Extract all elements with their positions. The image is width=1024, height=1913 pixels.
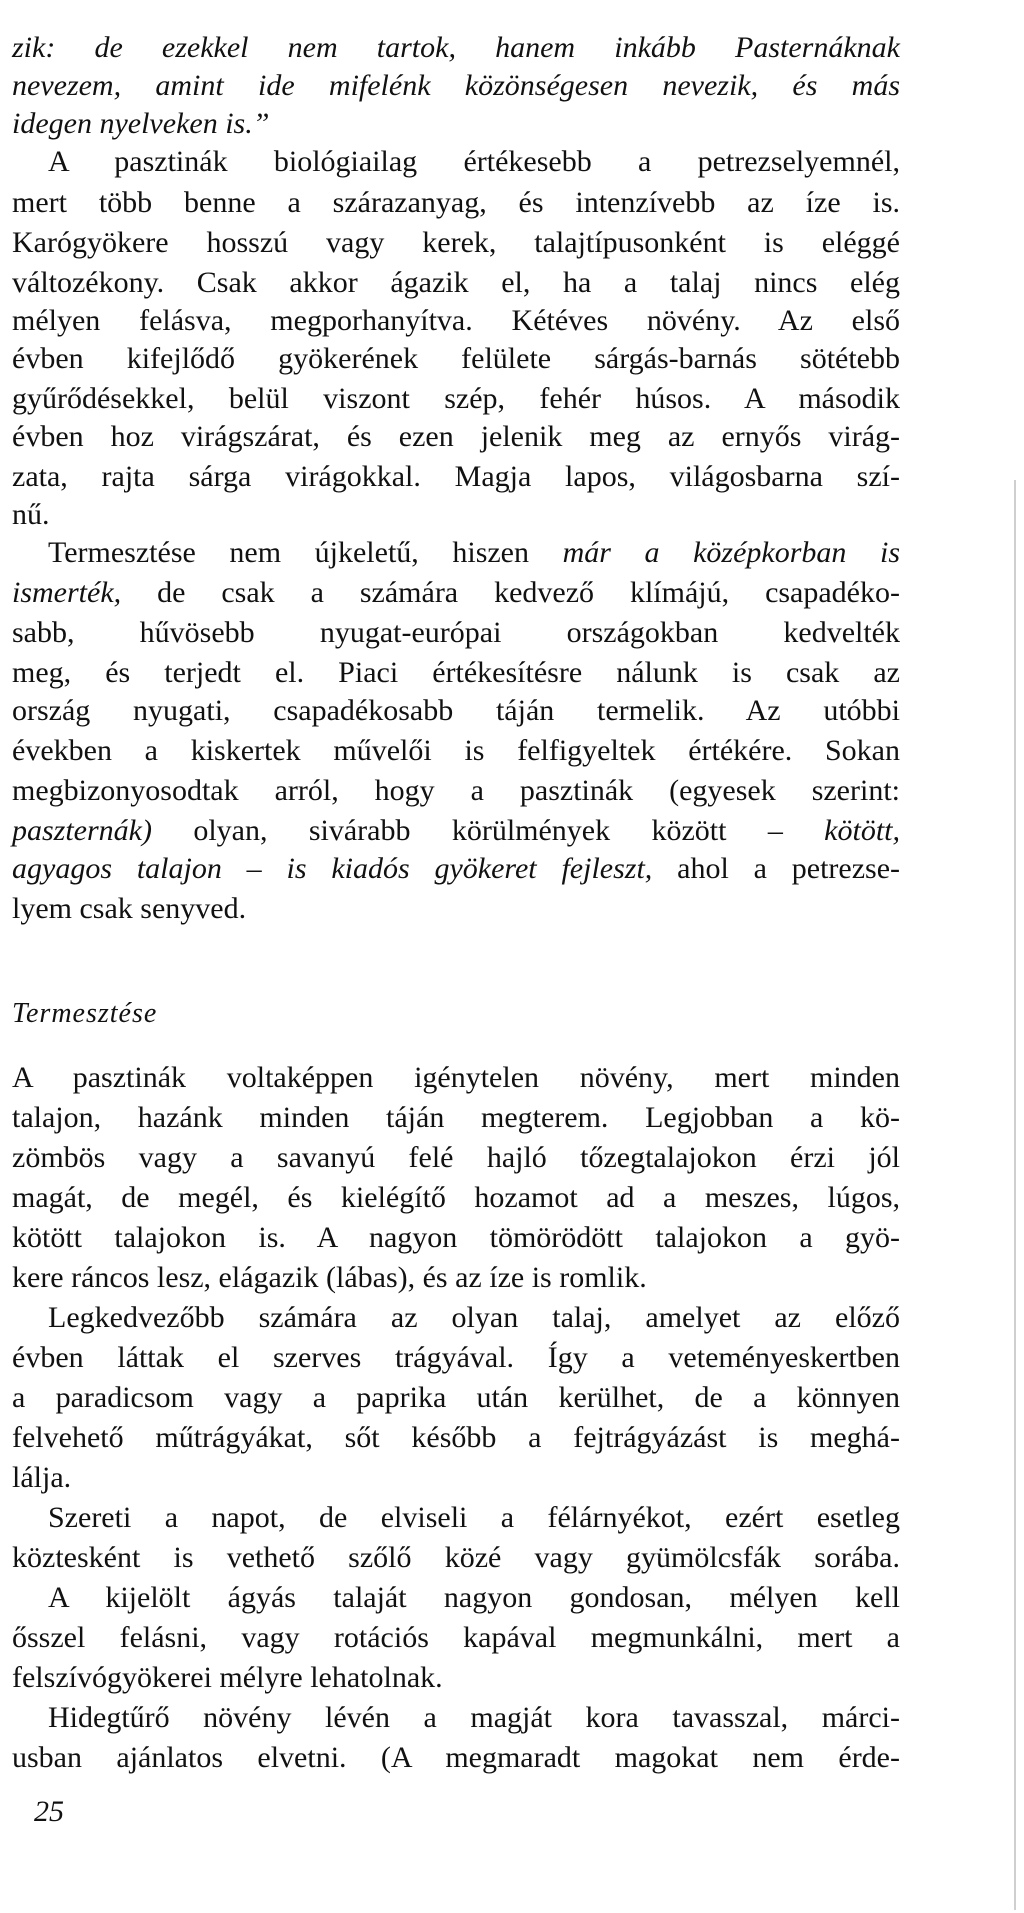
- text-line: [12, 773, 900, 809]
- text-segment: de csak a számára kedvező klímájú, csapadéko-: [121, 576, 900, 609]
- text-segment: évben kifejlődő gyökerének felülete sárgás-barnás sötétebb: [12, 342, 900, 375]
- text-line: [12, 1220, 900, 1256]
- text-segment: évben láttak el szerves trágyával. Így a veteményeskertben: [12, 1341, 900, 1374]
- text-line: [12, 459, 900, 495]
- section-heading: Termesztése: [12, 998, 158, 1029]
- text-line: [12, 381, 900, 417]
- text-line: [12, 1500, 900, 1536]
- text-segment: nű.: [12, 498, 50, 531]
- text-line: [12, 1340, 900, 1376]
- text-segment: Szereti a napot, de elviseli a félárnyékot, ezért esetleg: [48, 1501, 900, 1534]
- text-line: [12, 1660, 900, 1696]
- text-segment: felszívógyökerei mélyre lehatolnak.: [12, 1661, 443, 1694]
- italic-text-segment: már a középkorban is: [562, 536, 900, 569]
- text-line: [12, 1260, 900, 1296]
- text-segment: megbizonyosodtak arról, hogy a pasztinák (egyesek szerint:: [12, 774, 900, 807]
- text-line: [12, 1060, 900, 1096]
- text-segment: meg, és terjedt el. Piaci értékesítésre nálunk is csak az: [12, 656, 900, 689]
- text-line: [12, 693, 900, 729]
- text-segment: ahol a petrezse-: [652, 852, 901, 885]
- text-line: [12, 1300, 900, 1336]
- text-segment: kere ráncos lesz, elágazik (lábas), és az íze is romlik.: [12, 1261, 647, 1294]
- text-line: [12, 891, 900, 927]
- italic-text-segment: idegen nyelveken is.”: [12, 107, 270, 140]
- text-segment: Termesztése nem újkeletű, hiszen: [48, 536, 563, 569]
- italic-text-segment: paszternák): [12, 814, 152, 847]
- text-segment: Hidegtűrő növény lévén a magját kora tavasszal, márci-: [48, 1701, 900, 1734]
- text-line: [12, 303, 900, 339]
- italic-text-segment: agyagos talajon – is kiadós gyökeret fejleszt,: [12, 852, 653, 885]
- text-segment: A pasztinák voltaképpen igénytelen növény, mert minden: [12, 1061, 900, 1094]
- text-line: [12, 419, 900, 455]
- text-segment: magát, de megél, és kielégítő hozamot ad a meszes, lúgos,: [12, 1181, 900, 1214]
- text-line: [12, 851, 900, 887]
- text-segment: a paradicsom vagy a paprika után kerülhet, de a könnyen: [12, 1381, 900, 1414]
- text-segment: olyan, sivárabb körülmények között –: [151, 814, 825, 847]
- text-segment: mert több benne a szárazanyag, és intenzívebb az íze is.: [12, 186, 900, 219]
- text-segment: lyem csak senyved.: [12, 892, 247, 925]
- text-segment: ősszel felásni, vagy rotációs kapával megmunkálni, mert a: [12, 1621, 900, 1654]
- text-line: [12, 1100, 900, 1136]
- text-line: [12, 497, 900, 533]
- text-segment: változékony. Csak akkor ágazik el, ha a talaj nincs elég: [12, 266, 900, 299]
- text-line: [12, 30, 900, 66]
- italic-text-segment: nevezem, amint ide mifelénk közönségesen nevezik, és más: [12, 69, 900, 102]
- text-line: [12, 106, 900, 142]
- text-segment: usban ajánlatos elvetni. (A megmaradt magokat nem érde-: [12, 1741, 900, 1774]
- text-line: [12, 185, 900, 221]
- text-segment: ország nyugati, csapadékosabb táján termelik. Az utóbbi: [12, 694, 900, 727]
- text-line: [12, 813, 900, 849]
- text-segment: Karógyökere hosszú vagy kerek, talajtípusonként is eléggé: [12, 226, 900, 259]
- text-segment: zömbös vagy a savanyú felé hajló tőzegtalajokon érzi jól: [12, 1141, 900, 1174]
- text-segment: zata, rajta sárga virágokkal. Magja lapos, világosbarna szí-: [12, 460, 900, 493]
- text-segment: A pasztinák biológiailag értékesebb a petrezselyemnél,: [48, 145, 900, 178]
- text-segment: években a kiskertek művelői is felfigyeltek értékére. Sokan: [12, 734, 900, 767]
- text-line: [12, 1460, 900, 1496]
- text-line: [12, 68, 900, 104]
- text-line: [12, 575, 900, 611]
- text-line: [12, 341, 900, 377]
- text-line: [12, 535, 900, 571]
- text-segment: talajon, hazánk minden táján megterem. Legjobban a kö-: [12, 1101, 900, 1134]
- italic-text-segment: kötött,: [824, 814, 900, 847]
- text-line: [12, 733, 900, 769]
- text-line: [12, 1740, 900, 1776]
- text-segment: Legkedvezőbb számára az olyan talaj, amelyet az előző: [48, 1301, 900, 1334]
- italic-text-segment: ismerték,: [12, 576, 122, 609]
- text-line: [12, 655, 900, 691]
- text-segment: gyűrődésekkel, belül viszont szép, fehér húsos. A második: [12, 382, 900, 415]
- text-segment: lálja.: [12, 1461, 72, 1494]
- text-line: [12, 225, 900, 261]
- text-line: [12, 615, 900, 651]
- text-segment: A kijelölt ágyás talaját nagyon gondosan, mélyen kell: [48, 1581, 900, 1614]
- text-segment: köztesként is vethető szőlő közé vagy gyümölcsfák sorába.: [12, 1541, 900, 1574]
- text-segment: felvehető műtrágyákat, sőt később a fejtrágyázást is meghá-: [12, 1421, 900, 1454]
- italic-text-segment: zik: de ezekkel nem tartok, hanem inkább Pasternáknak: [12, 31, 900, 64]
- text-line: [12, 1700, 900, 1736]
- text-line: [12, 1140, 900, 1176]
- page-edge-shadow: [1014, 480, 1016, 1910]
- text-line: [12, 265, 900, 301]
- text-segment: kötött talajokon is. A nagyon tömörödött talajokon a gyö-: [12, 1221, 900, 1254]
- text-line: [12, 1180, 900, 1216]
- text-segment: sabb, hűvösebb nyugat-európai országokban kedvelték: [12, 616, 900, 649]
- text-line: [12, 1620, 900, 1656]
- text-line: [12, 1420, 900, 1456]
- text-segment: mélyen felásva, megporhanyítva. Kétéves növény. Az első: [12, 304, 900, 337]
- text-segment: évben hoz virágszárat, és ezen jelenik meg az ernyős virág-: [12, 420, 900, 453]
- text-line: [12, 1580, 900, 1616]
- page-number: 25: [34, 1795, 64, 1828]
- text-line: [12, 1380, 900, 1416]
- text-line: [12, 144, 900, 180]
- text-line: [12, 1540, 900, 1576]
